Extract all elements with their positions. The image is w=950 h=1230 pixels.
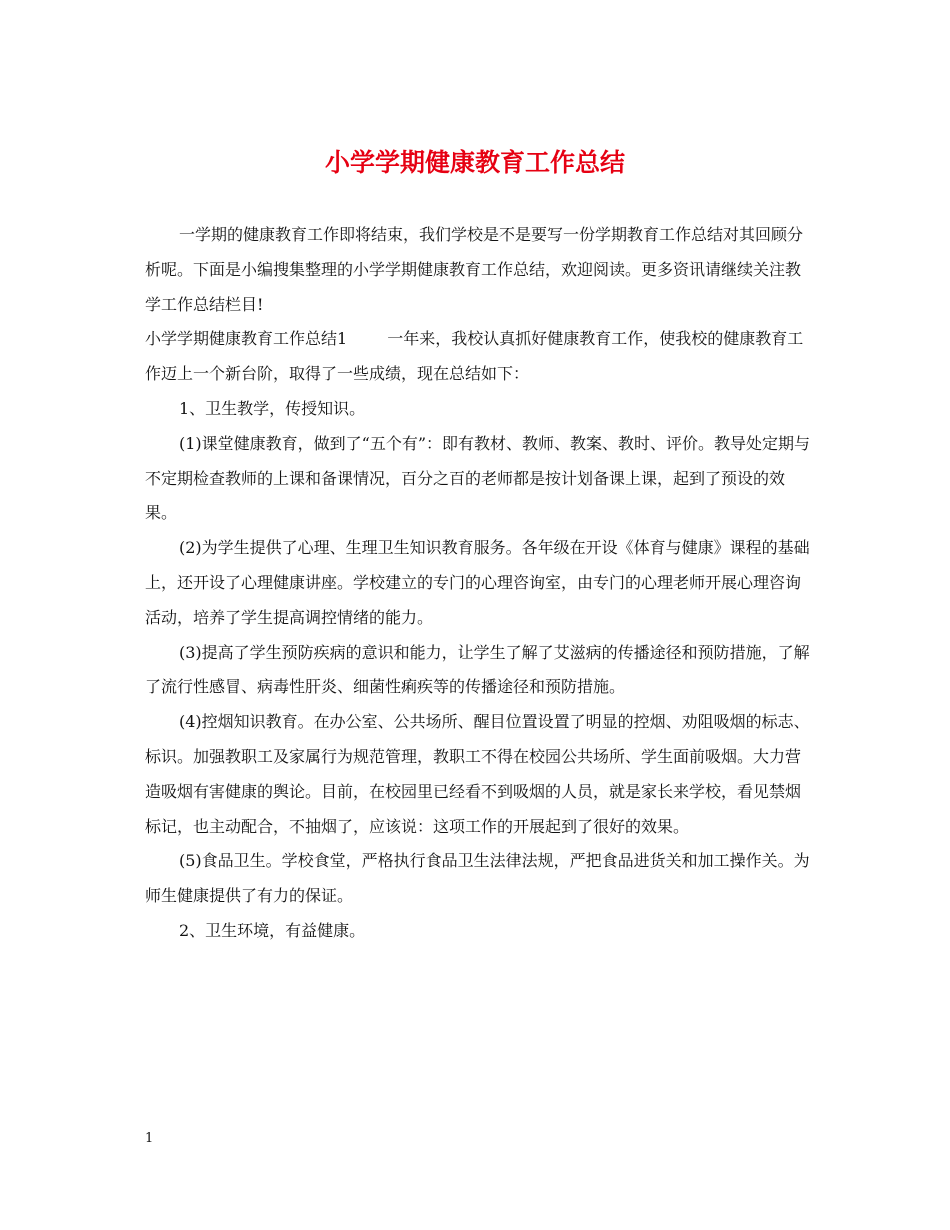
list-item-1-1: (1)课堂健康教育，做到了“五个有”：即有教材、教师、教案、教时、评价。教导处定期与不定期检查教师的上课和备课情况，百分之百的老师都是按计划备课上课，起到了预设的效果。 (145, 433, 811, 523)
document-body (145, 218, 811, 949)
document-title: 小学学期健康教育工作总结 (324, 148, 625, 177)
list-item-1-5: (5)食品卫生。学校食堂，严格执行食品卫生法律法规，严把食品进货关和加工操作关。为师生健康提供了有力的保证。 (145, 851, 810, 906)
section-heading-paragraph (145, 322, 811, 392)
list-item-1-3: (3)提高了学生预防疾病的意识和能力，让学生了解了艾滋病的传播途径和预防措施，了解了流行性感冒、病毒性肝炎、细菌性痢疾等的传播途径和预防措施。 (145, 642, 810, 697)
list-item-1-2: (2)为学生提供了心理、生理卫生知识教育服务。各年级在开设《体育与健康》课程的基础上，还开设了心理健康讲座。学校建立的专门的心理咨询室，由专门的心理老师开展心理咨询活动，培养了学生提高调控情绪的能力。 (145, 538, 810, 627)
section-heading-text: 一年来，我校认真抓好健康教育工作，使我校的健康教育工作迈上一个新台阶，取得了一些成绩，现在总结如下： (145, 329, 804, 384)
section-heading-label: 小学学期健康教育工作总结1 (145, 329, 348, 349)
list-item-2: 2、卫生环境，有益健康。 (179, 920, 366, 940)
list-item-1: 1、卫生教学，传授知识。 (179, 398, 366, 418)
intro-paragraph: 一学期的健康教育工作即将结束，我们学校是不是要写一份学期教育工作总结对其回顾分析呢。下面是小编搜集整理的小学学期健康教育工作总结，欢迎阅读。更多资讯请继续关注教学工作总结栏目! (145, 225, 804, 314)
page-number: 1 (145, 1131, 154, 1146)
list-item-1-4: (4)控烟知识教育。在办公室、公共场所、醒目位置设置了明显的控烟、劝阻吸烟的标志、标识。加强教职工及家属行为规范管理，教职工不得在校园公共场所、学生面前吸烟。大力营造吸烟有害健康的舆论。目前，在校园里已经看不到吸烟的人员，就是家长来学校，看见禁烟标记，也主动配合，不抽烟了，应该说：这项工作的开展起到了很好的效果。 (145, 712, 810, 836)
